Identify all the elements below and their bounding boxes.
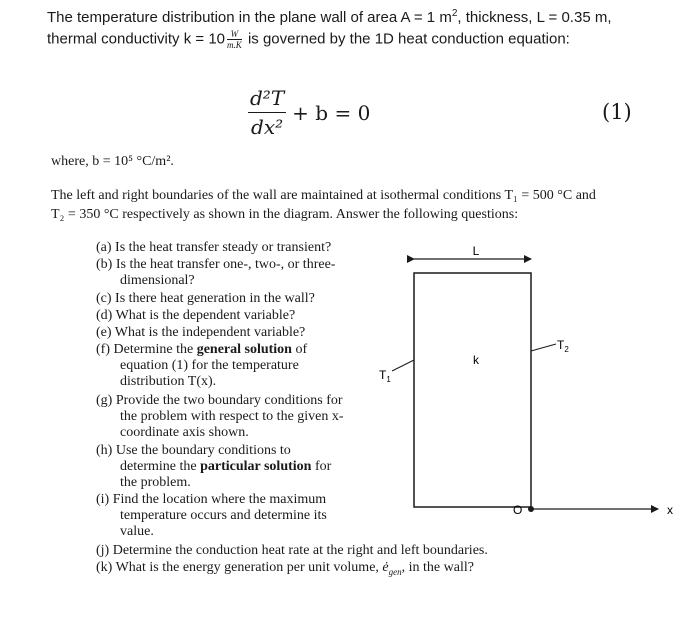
question-text: determine the	[120, 459, 201, 475]
problem-text: is governed by the 1D heat conduction equation:	[243, 30, 570, 48]
superscript: 2	[451, 8, 458, 19]
question-label: (f)	[96, 342, 110, 357]
t2-label	[557, 338, 569, 354]
unit-denominator: m.K	[227, 40, 242, 50]
length-label: L	[472, 244, 480, 258]
t2-subscript: 2	[564, 345, 569, 354]
problem-text: thermal conductivity k = 10	[47, 30, 226, 48]
boundary-paragraph-line-2: T₂ = 350 °C respectively as shown in the diagram. Answer the following questions:	[51, 207, 519, 222]
question-text: distribution T(x).	[120, 374, 217, 390]
equation-number: (1)	[602, 100, 632, 124]
question-label: (c)	[96, 291, 112, 306]
question-text: Provide the two boundary conditions for	[115, 393, 343, 408]
x-axis-label: x	[667, 503, 673, 517]
question-text: of	[291, 342, 308, 357]
question-label: (j)	[96, 543, 110, 558]
question-text: the problem with respect to the given x-	[120, 409, 344, 425]
question-text: value.	[120, 524, 154, 540]
problem-text: The temperature distribution in the plane wall of area A = 1 m	[47, 9, 452, 26]
t1-symbol: T	[379, 368, 387, 382]
question-text: for	[311, 459, 332, 475]
question-text: , in the wall?	[401, 560, 474, 575]
boundary-paragraph-line-1: The left and right boundaries of the wall are maintained at isothermal conditions T₁ = 500 °C and	[51, 188, 596, 203]
question-text: Find the location where the maximum	[112, 492, 327, 507]
wall-rectangle	[414, 273, 531, 507]
question-label: (e)	[96, 325, 112, 340]
question-label: (k)	[96, 560, 113, 575]
question-label: (d)	[96, 308, 113, 323]
question-label: (b)	[96, 257, 113, 272]
question-text: equation (1) for the temperature	[120, 358, 299, 374]
question-text: Is the heat transfer steady or transient?	[115, 240, 332, 255]
question-text: What is the dependent variable?	[115, 308, 296, 323]
t2-symbol: T	[557, 338, 565, 352]
derivative-denominator: dx²	[251, 115, 284, 139]
energy-generation-symbol: ė	[382, 560, 389, 575]
question-text: Determine the	[113, 342, 197, 357]
unit-numerator: W	[227, 29, 242, 40]
emphasis-general-solution: general solution	[196, 342, 292, 357]
t1-label	[379, 368, 391, 384]
question-text: Is the heat transfer one-, two-, or three-	[115, 257, 336, 272]
question-text: dimensional?	[120, 273, 195, 289]
question-label: (a)	[96, 240, 112, 255]
question-label: (g)	[96, 393, 113, 408]
equation-rest: + b = 0	[292, 100, 371, 125]
problem-text: , thickness, L = 0.35 m,	[457, 9, 612, 26]
question-text: coordinate axis shown.	[120, 425, 249, 441]
emphasis-particular-solution: particular solution	[200, 459, 312, 475]
question-text: the problem.	[120, 475, 191, 491]
conductivity-label: k	[473, 353, 479, 367]
question-text: What is the independent variable?	[114, 325, 306, 340]
question-text: Determine the conduction heat rate at the right and left boundaries.	[112, 543, 488, 558]
t2-leader-line	[531, 344, 556, 351]
energy-generation-subscript: gen	[388, 566, 402, 577]
where-clause: where, b = 10⁵ °C/m².	[51, 154, 174, 169]
question-text: Use the boundary conditions to	[115, 443, 291, 458]
t1-leader-line	[392, 360, 414, 371]
origin-label: O	[513, 503, 523, 517]
question-text: What is the energy generation per unit volume,	[115, 560, 383, 575]
origin-dot	[528, 506, 534, 512]
question-text: Is there heat generation in the wall?	[115, 291, 315, 306]
question-text: temperature occurs and determine its	[120, 508, 327, 524]
question-label: (h)	[96, 443, 113, 458]
derivative-numerator: d²T	[248, 86, 286, 113]
question-label: (i)	[96, 492, 110, 507]
t1-subscript: 1	[386, 375, 391, 384]
